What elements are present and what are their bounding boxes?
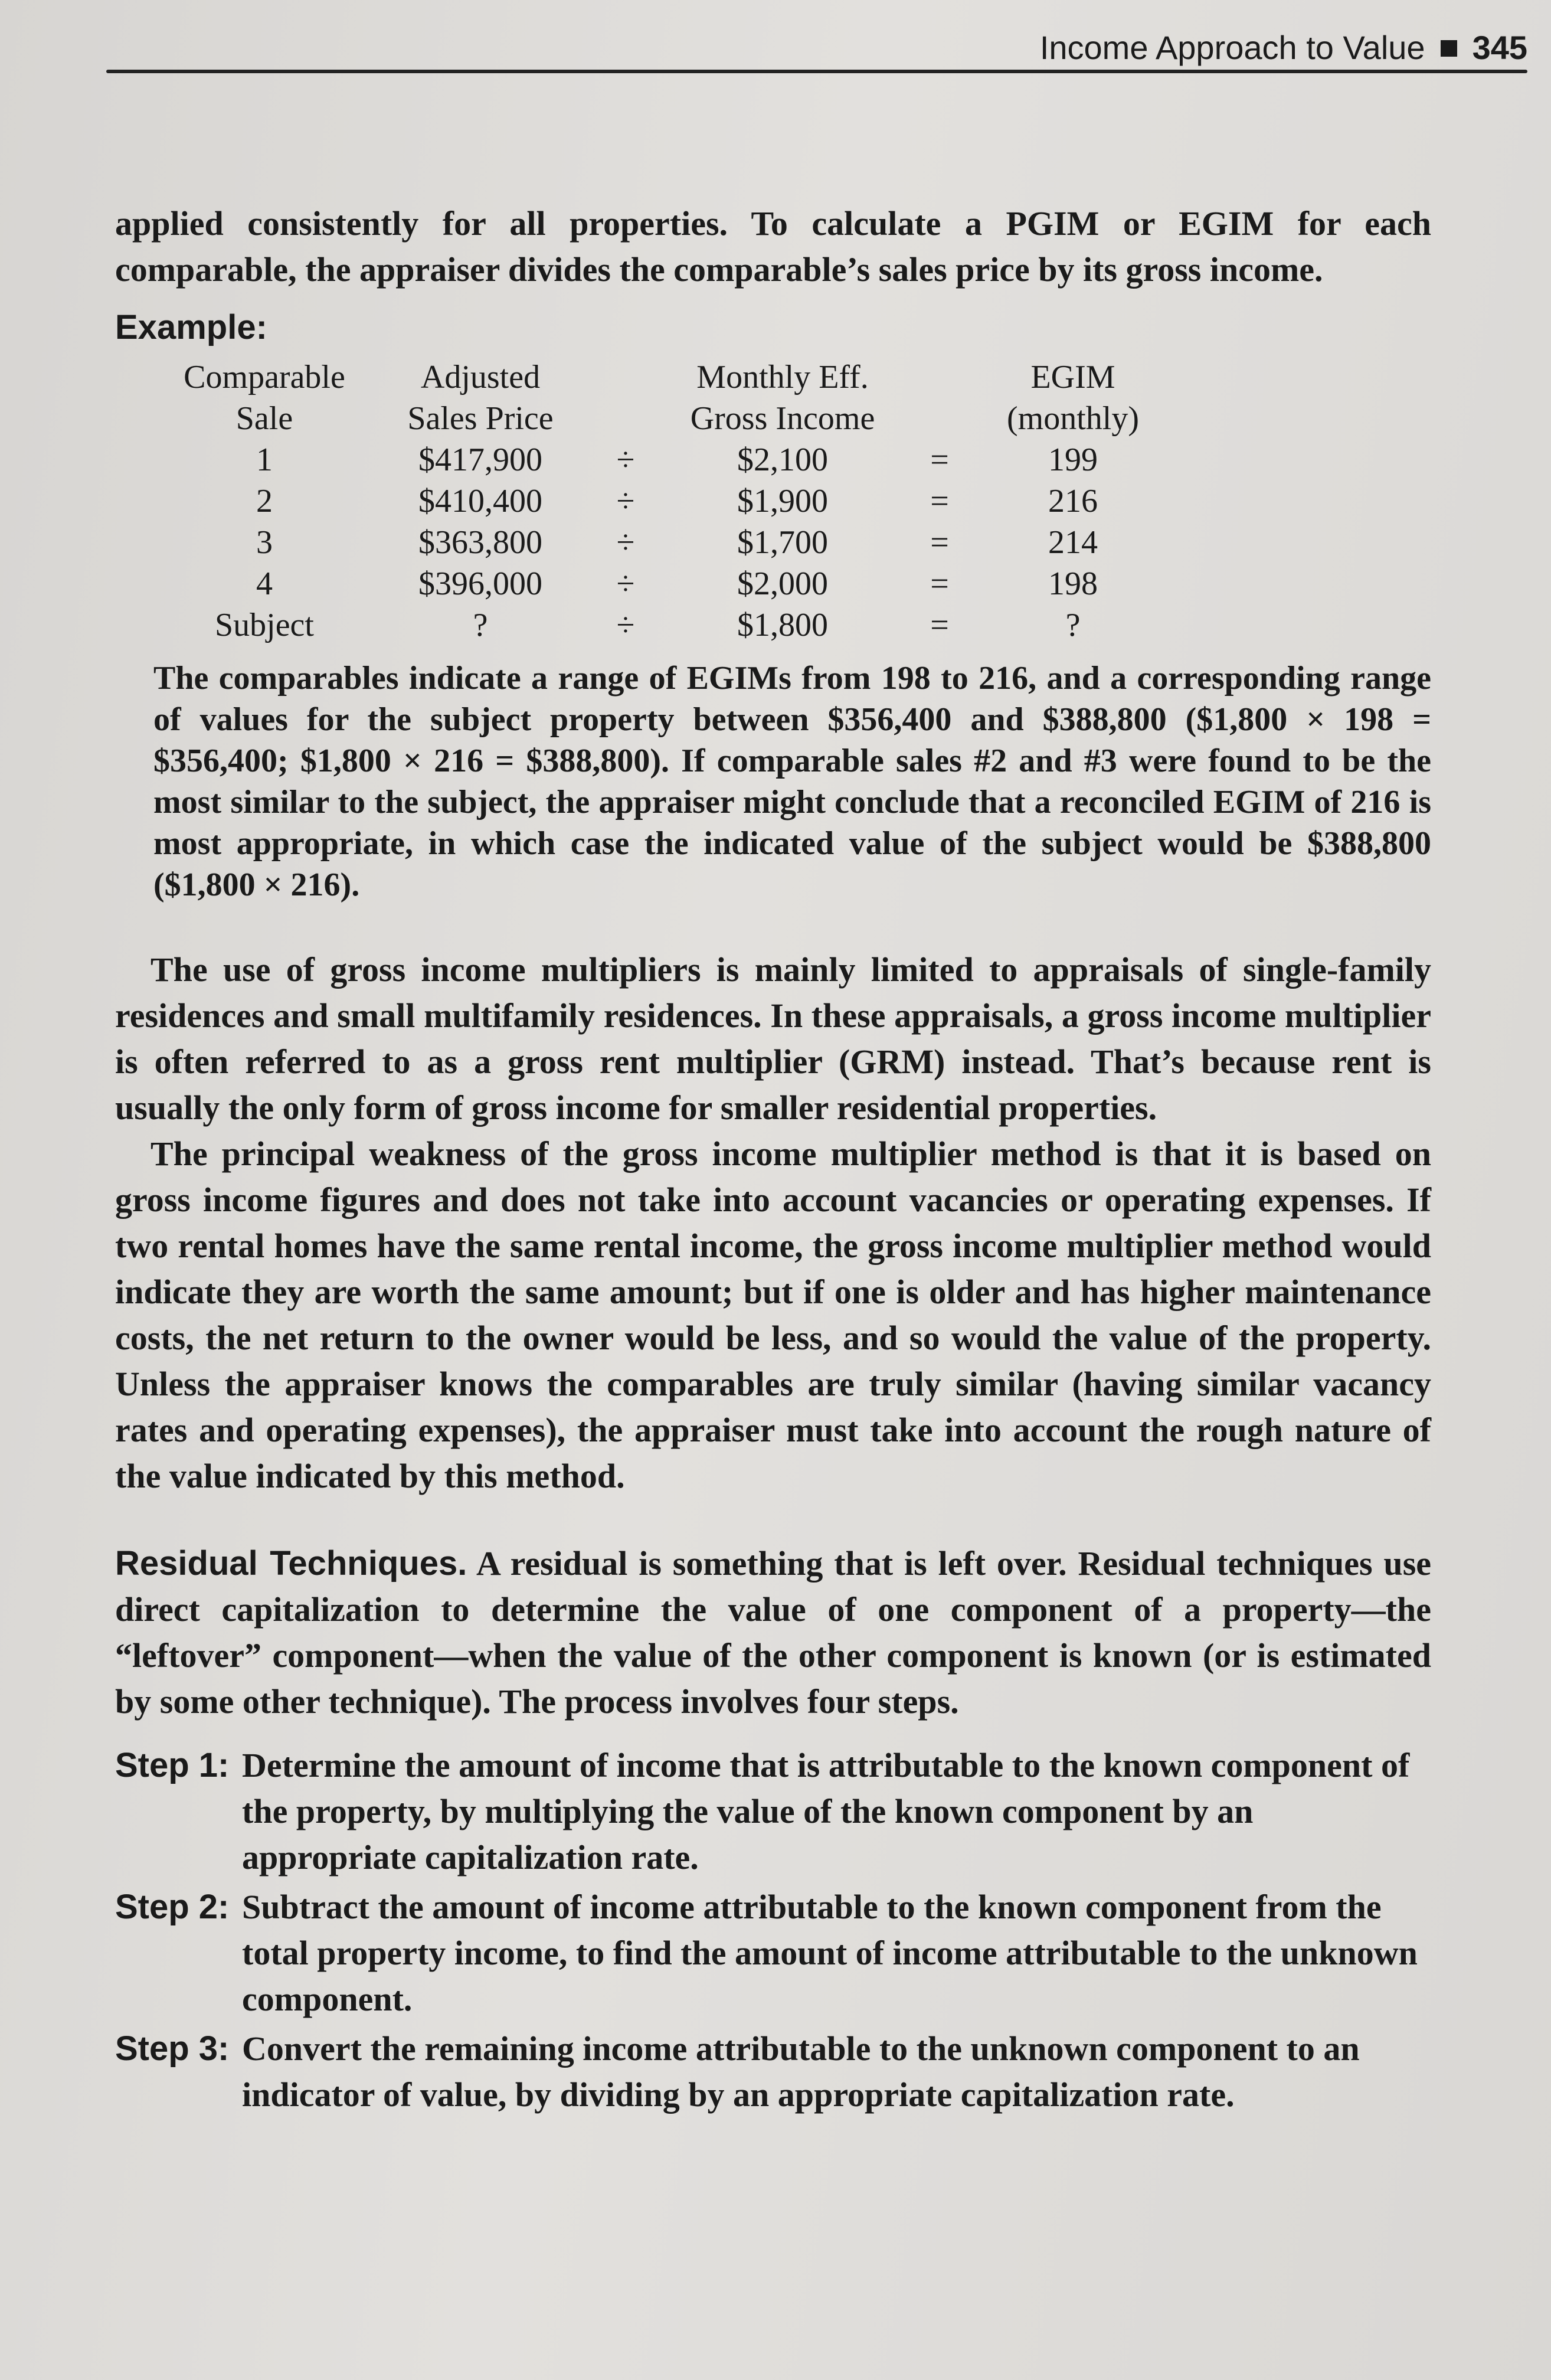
body-paragraph-2: The principal weakness of the gross income multiplier method is that it is based on gross income figures and does not take into account vacancies or operating expenses. If two rental homes have the same rental income, the gross income multiplier method would indicate they are worth the same amount; but if one is older and has higher maintenance costs, the net return to the owner would be less, and so would the value of the property. Unless the appraiser knows the comparables are truly similar (having similar vacancy rates and operating expenses), the appraiser must take into account the rough nature of the value indicated by this method. <box>115 1135 1431 1495</box>
cell-divide: ÷ <box>616 524 635 561</box>
page-number: 345 <box>1472 29 1527 66</box>
residual-text: A residual is something that is left over. Residual techniques use direct capitalization to determine the value of one component of a property—the “leftover” component—when the value of the other component is known (or is estimated by some other technique). The process involves four steps. <box>115 1544 1432 1721</box>
cell-price: $410,400 <box>418 483 542 519</box>
cell-price: $417,900 <box>418 442 542 478</box>
intro-paragraph: applied consistently for all properties. To calculate a PGIM or EGIM for each comparable, the appraiser divides the comparable’s sales price by its gross income. <box>115 204 1431 289</box>
col-header-egim: EGIM (monthly) <box>1007 359 1139 437</box>
cell-income: $1,800 <box>737 607 828 643</box>
col-header-comparable: Comparable Sale <box>184 359 345 437</box>
table-header-row <box>148 357 1160 439</box>
step-label: Step 3: <box>115 2029 230 2068</box>
cell-price: $363,800 <box>418 524 542 561</box>
table-row <box>148 563 1160 604</box>
header-rule <box>106 70 1527 73</box>
step-label: Step 2: <box>115 1888 230 1926</box>
step-text: Determine the amount of income that is attributable to the known component of the property, by multiplying the value of the known component by an appropriate capitalization rate. <box>242 1746 1410 1876</box>
cell-equals: = <box>930 524 949 561</box>
cell-equals: = <box>930 607 949 643</box>
cell-equals: = <box>930 442 949 478</box>
egim-example-table <box>148 357 1160 646</box>
step-text: Convert the remaining income attributable to the unknown component to an indicator of value, by dividing by an appropriate capitalization rate. <box>242 2029 1360 2114</box>
cell-income: $1,900 <box>737 483 828 519</box>
example-label: Example: <box>115 308 267 346</box>
residual-paragraph <box>115 1541 1431 1725</box>
step-1 <box>115 1742 1431 1881</box>
cell-price: ? <box>473 607 488 643</box>
example-explanation: The comparables indicate a range of EGIMs from 198 to 216, and a corresponding range of values for the subject property between $356,400 and $388,800 ($1,800 × 198 = $356,400; $1,800 × 216 = $388,800). If comparable sales #2 and #3 were found to be the most similar to the subject, the appraiser might conclude that a reconciled EGIM of 216 is most appropriate, in which case the indicated value of the subject would be $388,800 ($1,800 × 216). <box>153 660 1431 903</box>
square-bullet-icon <box>1441 40 1457 57</box>
col-header-eq <box>894 357 986 439</box>
cell-egim: 198 <box>1048 565 1098 602</box>
cell-equals: = <box>930 483 949 519</box>
table-row <box>148 480 1160 522</box>
residual-heading: Residual Techniques. <box>115 1544 467 1583</box>
cell-income: $1,700 <box>737 524 828 561</box>
step-2 <box>115 1884 1431 2022</box>
cell-egim: 199 <box>1048 442 1098 478</box>
cell-equals: = <box>930 565 949 602</box>
table-row <box>148 522 1160 563</box>
cell-income: $2,100 <box>737 442 828 478</box>
cell-egim: 216 <box>1048 483 1098 519</box>
running-header <box>106 24 1527 77</box>
cell-sale: 3 <box>256 524 273 561</box>
body-paragraph-1: The use of gross income multipliers is mainly limited to appraisals of single-family residences and small multifamily residences. In these appraisals, a gross income multiplier is often referred to as a gross rent multiplier (GRM) instead. That’s because rent is usually the only form of gross income for smaller residential properties. <box>115 950 1431 1127</box>
cell-divide: ÷ <box>616 607 635 643</box>
cell-divide: ÷ <box>616 483 635 519</box>
step-label: Step 1: <box>115 1746 230 1784</box>
cell-divide: ÷ <box>616 442 635 478</box>
col-header-income: Monthly Eff. Gross Income <box>690 359 875 437</box>
cell-sale: 1 <box>256 442 273 478</box>
col-header-op <box>580 357 672 439</box>
col-header-price: Adjusted Sales Price <box>407 359 554 437</box>
cell-egim: ? <box>1065 607 1081 643</box>
page-content <box>115 201 1431 2118</box>
cell-sale: 4 <box>256 565 273 602</box>
cell-price: $396,000 <box>418 565 542 602</box>
table-row <box>148 439 1160 480</box>
header-text <box>1040 28 1527 67</box>
cell-divide: ÷ <box>616 565 635 602</box>
cell-sale: 2 <box>256 483 273 519</box>
cell-income: $2,000 <box>737 565 828 602</box>
section-title: Income Approach to Value <box>1039 29 1425 66</box>
cell-egim: 214 <box>1048 524 1098 561</box>
cell-sale: Subject <box>215 607 314 643</box>
step-text: Subtract the amount of income attributable to the known component from the total property income, to find the amount of income attributable to the unknown component. <box>242 1888 1418 2018</box>
table-row-subject <box>148 604 1160 646</box>
step-3 <box>115 2026 1431 2118</box>
